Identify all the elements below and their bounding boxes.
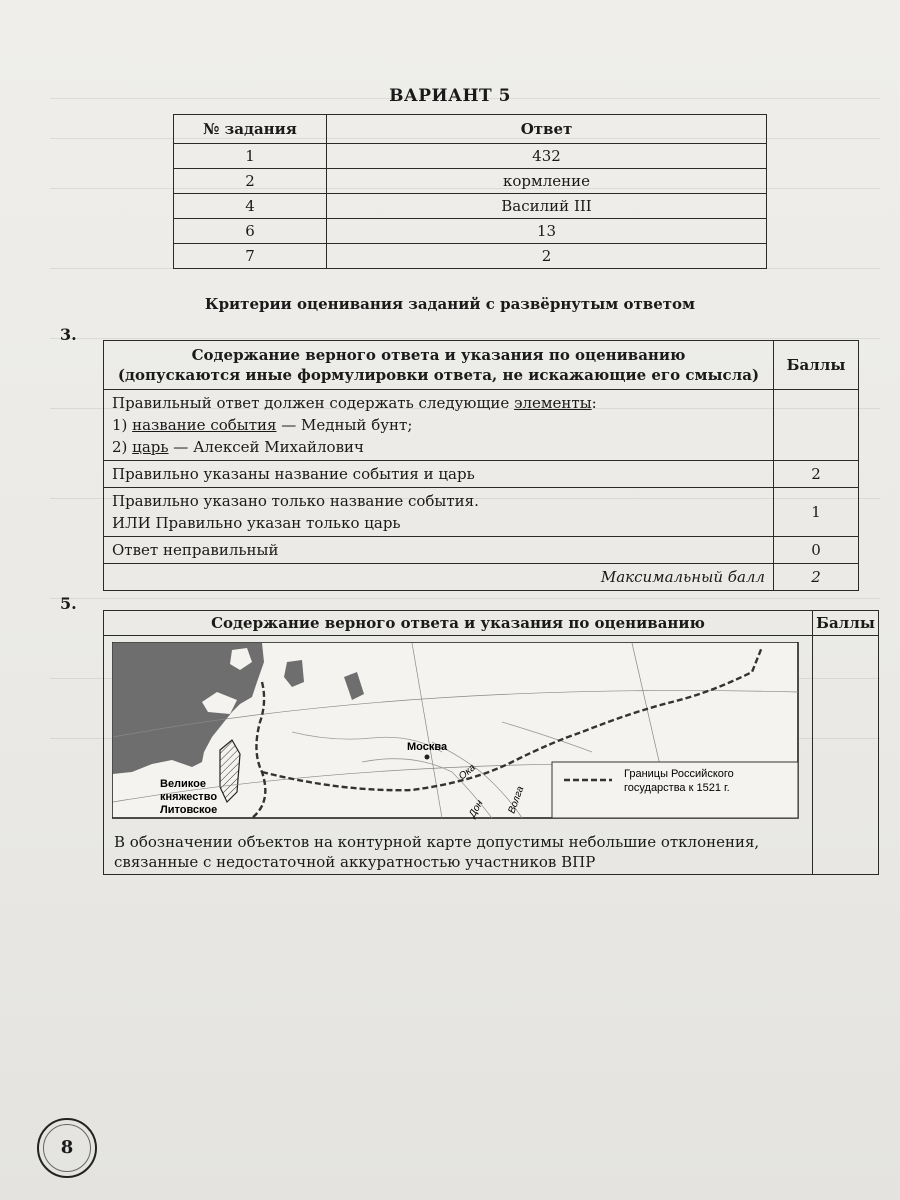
criterion-line: Правильно указаны название события и царь	[112, 465, 475, 483]
task3-elements-points-empty	[774, 390, 859, 461]
legend-line1: Границы Российского	[624, 768, 734, 780]
task5-note: В обозначении объектов на контурной карте допустимы небольшие отклонения, связанные с недостаточной аккуратностью участников ВПР	[114, 833, 760, 871]
task5-criteria-table	[103, 610, 879, 875]
header-answer: Ответ	[327, 115, 767, 144]
task3-criteria-table	[103, 340, 859, 591]
task3-intro-keyword: элементы	[514, 394, 592, 412]
task3-number: 3.	[60, 325, 77, 344]
label-lithuania-3: Литовское	[160, 804, 218, 816]
hatched-territory	[220, 740, 240, 802]
header-task-number: № задания	[174, 115, 327, 144]
task3-header-content	[104, 341, 774, 390]
criterion-text	[104, 488, 774, 537]
element-label: название события	[132, 416, 277, 434]
criterion-points: 0	[774, 537, 859, 564]
task3-intro	[112, 392, 765, 414]
table-row	[174, 194, 767, 219]
element-value: — Алексей Михайлович	[168, 438, 364, 456]
task3-element-2	[112, 436, 765, 458]
criterion-text	[104, 537, 774, 564]
task3-elements-cell	[104, 390, 774, 461]
criterion-line: Ответ неправильный	[112, 541, 279, 559]
table-row	[104, 537, 859, 564]
element-number: 1)	[112, 416, 133, 434]
label-volga: Волга	[506, 784, 527, 816]
element-value: — Медный бунт;	[276, 416, 413, 434]
table-row	[174, 144, 767, 169]
moscow-dot	[425, 755, 430, 760]
table-row	[104, 461, 859, 488]
max-score-value: 2	[774, 564, 859, 591]
task3-header-line1: Содержание верного ответа и указания по оцениванию	[191, 346, 686, 364]
max-score-label: Максимальный балл	[104, 564, 774, 591]
table-row	[174, 169, 767, 194]
task-number: 7	[174, 244, 327, 269]
criterion-line: Правильно указано только название события.	[112, 492, 479, 510]
task3-max-row	[104, 564, 859, 591]
criterion-line: ИЛИ Правильно указан только царь	[112, 514, 401, 532]
task5-points-empty	[813, 636, 879, 875]
legend-line2: государства к 1521 г.	[624, 782, 730, 794]
task5-header-points: Баллы	[813, 611, 879, 636]
variant-title: ВАРИАНТ 5	[389, 86, 511, 106]
label-oka: Ока	[456, 762, 478, 783]
task3-intro-text: Правильный ответ должен содержать следующие	[112, 394, 515, 412]
table-row	[174, 219, 767, 244]
task3-header-line2: (допускаются иные формулировки ответа, не искажающие его смысла)	[117, 366, 760, 384]
answers-table	[173, 114, 767, 269]
label-don: Дон	[467, 798, 486, 820]
task5-header-row	[104, 611, 879, 636]
element-label: царь	[132, 438, 169, 456]
task3-header-row	[104, 341, 859, 390]
task3-header-points: Баллы	[774, 341, 859, 390]
element-number: 2)	[112, 438, 133, 456]
criteria-title: Критерии оценивания заданий с развёрнутым ответом	[204, 295, 696, 313]
task3-elements-row	[104, 390, 859, 461]
task5-header-content: Содержание верного ответа и указания по оцениванию	[104, 611, 813, 636]
task-number: 6	[174, 219, 327, 244]
task-number: 4	[174, 194, 327, 219]
task3-element-1	[112, 414, 765, 436]
criterion-points: 1	[774, 488, 859, 537]
answer-value: 2	[327, 244, 767, 269]
answer-value: 13	[327, 219, 767, 244]
task5-number: 5.	[60, 594, 77, 613]
criterion-text	[104, 461, 774, 488]
table-row	[104, 488, 859, 537]
label-moscow: Москва	[407, 741, 448, 753]
answer-value: Василий III	[327, 194, 767, 219]
task5-map-cell	[104, 636, 813, 875]
criterion-points: 2	[774, 461, 859, 488]
answer-value: кормление	[327, 169, 767, 194]
task3-intro-suffix: :	[591, 394, 597, 412]
page-number: 8	[37, 1118, 97, 1178]
task-number: 1	[174, 144, 327, 169]
answer-value: 432	[327, 144, 767, 169]
label-lithuania-2: княжество	[160, 791, 218, 803]
contour-map	[112, 642, 812, 826]
task5-map-row	[104, 636, 879, 875]
answers-table-header	[174, 115, 767, 144]
label-lithuania-1: Великое	[160, 778, 207, 790]
table-row	[174, 244, 767, 269]
task-number: 2	[174, 169, 327, 194]
